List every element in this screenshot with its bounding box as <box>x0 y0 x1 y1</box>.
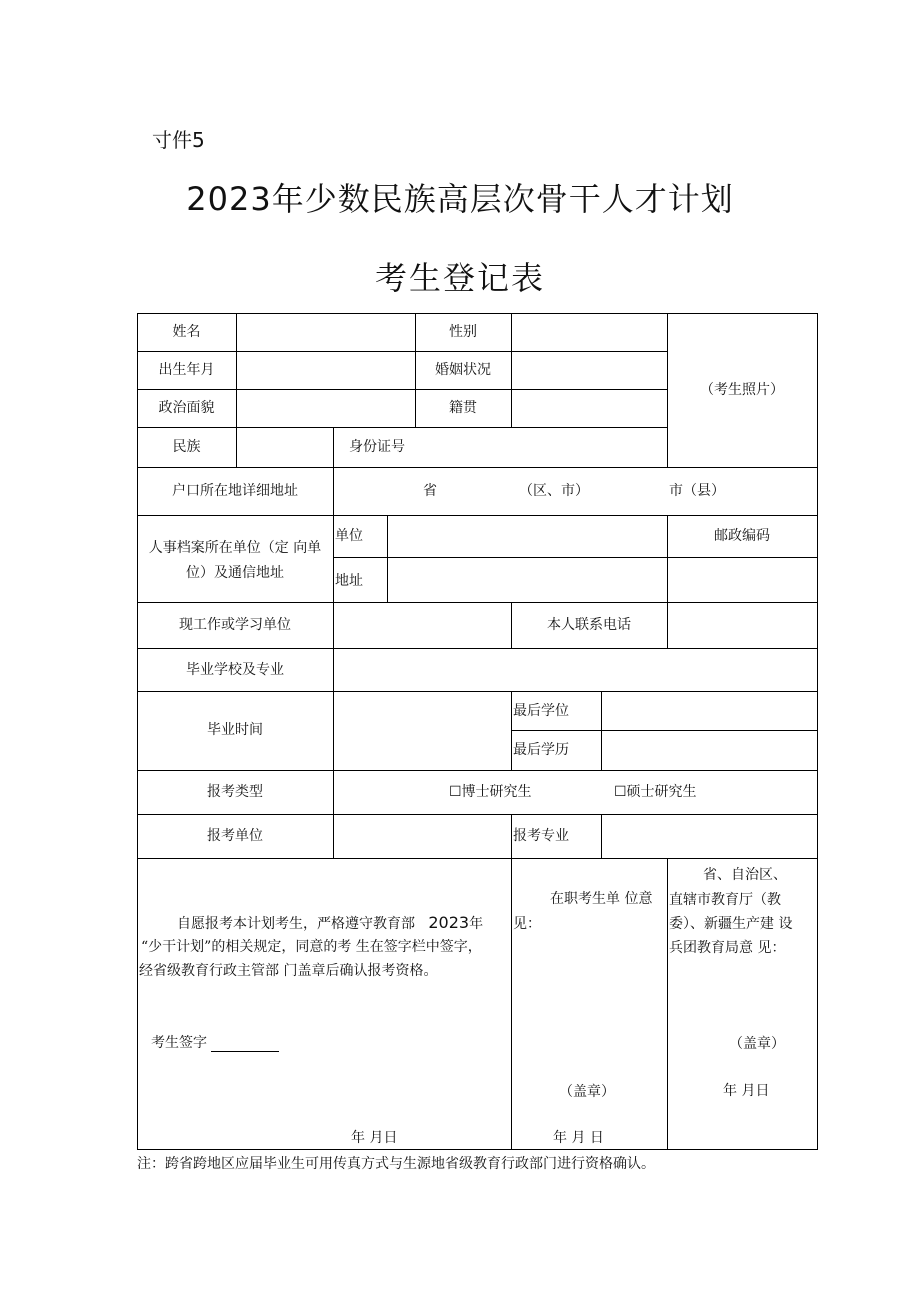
table-border-top <box>137 313 818 314</box>
rule <box>137 427 667 428</box>
rule <box>333 427 334 467</box>
education-label: 最后学历 <box>513 742 569 758</box>
declaration-date: 年 月日 <box>351 1130 398 1146</box>
footer-note: 注：跨省跨地区应届毕业生可用传真方式与生源地省级教育行政部门进行资格确认。 <box>137 1156 655 1172</box>
declaration-line3: 经省级教育行政主管部 门盖章后确认报考资格。 <box>139 963 438 979</box>
rule <box>333 557 818 558</box>
province-seal: （盖章） <box>729 1036 785 1052</box>
apply-unit-label: 报考单位 <box>207 828 263 844</box>
gradtime-label: 毕业时间 <box>207 722 263 738</box>
political-label: 政治面貌 <box>158 400 215 416</box>
phone-label: 本人联系电话 <box>547 617 631 633</box>
rule <box>236 313 237 467</box>
rule <box>333 467 334 858</box>
rule <box>137 467 818 468</box>
province-opinion-line1: 省、自治区、 <box>703 867 787 883</box>
school-label: 毕业学校及专业 <box>186 662 284 678</box>
rule <box>387 515 388 602</box>
option-master[interactable]: ☐硕士研究生 <box>614 784 697 800</box>
rule <box>511 858 512 1149</box>
gender-label: 性别 <box>449 324 477 340</box>
marital-label: 婚姻状况 <box>435 362 491 378</box>
hukou-city: 市（县） <box>669 483 725 499</box>
name-label: 姓名 <box>172 324 201 340</box>
ethnic-label: 民族 <box>172 439 201 455</box>
rule <box>601 691 602 770</box>
address-label: 地址 <box>335 573 363 589</box>
option-phd[interactable]: ☐博士研究生 <box>449 784 532 800</box>
province-date: 年 月日 <box>723 1083 770 1099</box>
signature-field: 考生签字 <box>151 1034 279 1052</box>
rule <box>137 691 818 692</box>
hukou-district: （区、市） <box>519 483 589 499</box>
native-label: 籍贯 <box>449 400 477 416</box>
attachment-label: 寸件5 <box>152 128 205 152</box>
declaration-line2: “少干计划”的相关规定，同意的考 生在签字栏中签字， <box>141 939 482 955</box>
table-border-right <box>817 313 818 1150</box>
rule <box>667 602 668 648</box>
hukou-label: 户口所在地详细地址 <box>172 483 298 499</box>
archive-label-line2: 位）及通信地址 <box>186 565 284 581</box>
province-opinion-line2: 直辖市教育厅（教 <box>669 892 781 908</box>
rule <box>137 351 667 352</box>
id-label: 身份证号 <box>349 439 405 455</box>
apply-type-label: 报考类型 <box>207 784 263 800</box>
employer-seal: （盖章） <box>559 1084 615 1100</box>
rule <box>137 515 818 516</box>
birth-label: 出生年月 <box>158 362 215 378</box>
rule <box>667 858 668 1149</box>
work-label: 现工作或学习单位 <box>179 617 291 633</box>
rule <box>137 602 818 603</box>
degree-label: 最后学位 <box>513 703 569 719</box>
rule <box>511 313 512 427</box>
employer-opinion-line2: 见： <box>513 916 541 932</box>
rule <box>137 814 818 815</box>
rule <box>137 858 818 859</box>
form-title: 2023年少数民族高层次骨干人才计划 <box>186 180 734 218</box>
employer-date: 年 月 日 <box>553 1130 604 1146</box>
rule <box>511 814 512 858</box>
postcode-label: 邮政编码 <box>714 528 770 544</box>
signature-line <box>211 1037 279 1052</box>
rule <box>137 770 818 771</box>
archive-label-line1: 人事档案所在单位（定 向单 <box>148 540 322 556</box>
rule <box>601 814 602 858</box>
rule <box>511 730 818 731</box>
declaration-line1: 自愿报考本计划考生，严格遵守教育部 2023年 <box>177 913 484 932</box>
unit-label: 单位 <box>335 528 363 544</box>
employer-opinion-line1: 在职考生单 位意 <box>550 891 653 907</box>
rule <box>137 389 667 390</box>
hukou-province: 省 <box>423 483 437 499</box>
table-border-bottom <box>137 1149 818 1150</box>
province-opinion-line4: 兵团教育局意 见： <box>669 940 786 956</box>
photo-placeholder: （考生照片） <box>700 382 784 398</box>
rule <box>511 691 512 770</box>
rule <box>137 648 818 649</box>
province-opinion-line3: 委）、新疆生产建 设 <box>669 916 793 932</box>
apply-major-label: 报考专业 <box>513 828 569 844</box>
registration-table <box>137 313 818 1150</box>
form-subtitle: 考生登记表 <box>374 259 545 297</box>
